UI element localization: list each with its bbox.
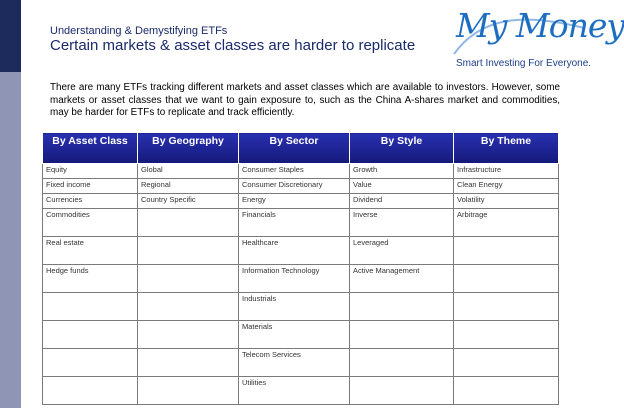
cell-asset-class: Equity [43,164,138,179]
table-row [43,237,559,265]
table-row [43,349,559,377]
header-asset-class: By Asset Class [43,133,138,164]
cell-geography [138,237,239,265]
cell-theme: Clean Energy [454,179,559,194]
table-row [43,164,559,179]
cell-geography [138,321,239,349]
cell-theme [454,377,559,405]
cell-theme [454,237,559,265]
cell-theme: Arbitrage [454,209,559,237]
header-style: By Style [350,133,454,164]
cell-sector: Materials [239,321,350,349]
cell-asset-class: Commodities [43,209,138,237]
cell-theme [454,321,559,349]
cell-style: Leveraged [350,237,454,265]
table-row [43,194,559,209]
cell-style [350,349,454,377]
cell-sector: Utilities [239,377,350,405]
cell-sector: Telecom Services [239,349,350,377]
cell-asset-class: Hedge funds [43,265,138,293]
cell-sector: Information Technology [239,265,350,293]
cell-theme: Infrastructure [454,164,559,179]
cell-geography: Country Specific [138,194,239,209]
header-theme: By Theme [454,133,559,164]
cell-geography [138,349,239,377]
cell-asset-class: Currencies [43,194,138,209]
cell-style: Inverse [350,209,454,237]
cell-asset-class [43,321,138,349]
cell-asset-class [43,349,138,377]
cell-theme: Volatility [454,194,559,209]
header-sector: By Sector [239,133,350,164]
cell-sector: Consumer Discretionary [239,179,350,194]
slide-subtitle: Understanding & Demystifying ETFs [50,25,228,37]
cell-style [350,321,454,349]
cell-style: Growth [350,164,454,179]
cell-style: Value [350,179,454,194]
cell-geography [138,293,239,321]
table-row [43,377,559,405]
table-row [43,293,559,321]
cell-geography [138,209,239,237]
cell-geography [138,377,239,405]
cell-sector: Energy [239,194,350,209]
cell-sector: Financials [239,209,350,237]
cell-style [350,293,454,321]
table-header-row [43,133,559,164]
logo-tagline: Smart Investing For Everyone. [456,58,592,69]
cell-asset-class: Fixed income [43,179,138,194]
cell-theme [454,349,559,377]
my-money-logo [450,6,624,74]
cell-asset-class [43,293,138,321]
cell-style: Dividend [350,194,454,209]
cell-asset-class: Real estate [43,237,138,265]
table-body [43,164,559,405]
table-row [43,179,559,194]
table-row [43,209,559,237]
cell-style: Active Management [350,265,454,293]
header-geography: By Geography [138,133,239,164]
cell-sector: Industrials [239,293,350,321]
cell-theme [454,293,559,321]
cell-geography: Global [138,164,239,179]
etf-classification-table [42,132,559,405]
cell-style [350,377,454,405]
cell-geography: Regional [138,179,239,194]
table-row [43,265,559,293]
left-decorative-bar-top [0,0,21,72]
cell-geography [138,265,239,293]
cell-sector: Consumer Staples [239,164,350,179]
slide-title: Certain markets & asset classes are harder to replicate [50,37,416,54]
intro-paragraph: There are many ETFs tracking different markets and asset classes which are available to investors. However, some markets or asset classes that we want to gain exposure to, such as the China A-shares market and commodities, may be harder for ETFs to replicate and track efficiently. [50,82,560,118]
cell-sector: Healthcare [239,237,350,265]
cell-asset-class [43,377,138,405]
logo-wordmark: My Money [456,6,624,45]
table-row [43,321,559,349]
cell-theme [454,265,559,293]
